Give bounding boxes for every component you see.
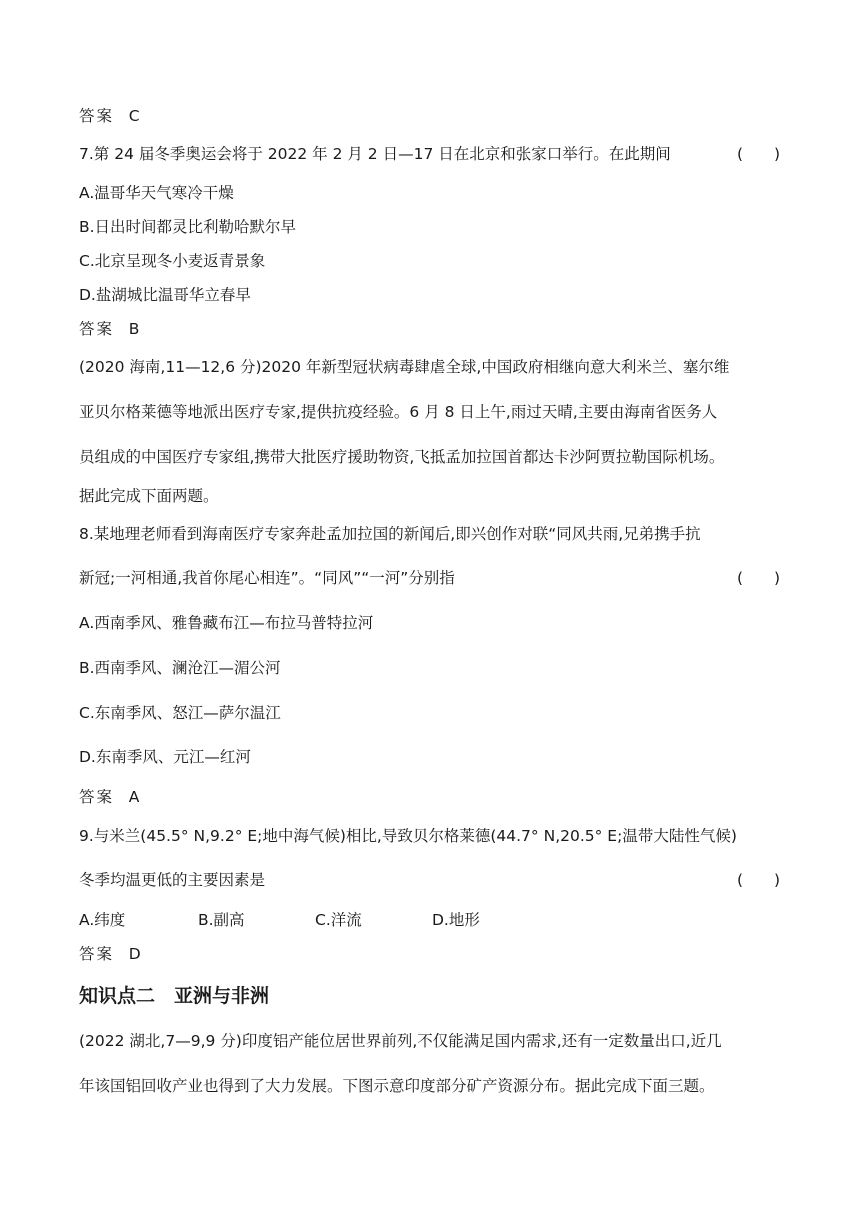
q7-stem: 7.第 24 届冬季奥运会将于 2022 年 2 月 2 日—17 日在北京和张家口举行。在此期间 (79, 145, 671, 163)
q9-option-c: C.洋流 (315, 911, 362, 929)
passage1-line-2: 亚贝尔格莱德等地派出医疗专家,提供抗疫经验。6 月 8 日上午,雨过天晴,主要由海南省医务人 (79, 403, 718, 421)
answer-value: B (128, 320, 140, 338)
q7-answer-line (79, 318, 139, 340)
section-title: 知识点二 亚洲与非洲 (79, 985, 270, 1007)
passage1-line-1: (2020 海南,11—12,6 分)2020 年新型冠状病毒肆虐全球,中国政府相继向意大利米兰、塞尔维 (79, 358, 730, 376)
q7-answer-bracket: ( ) (737, 145, 781, 163)
passage1-line-3: 员组成的中国医疗专家组,携带大批医疗援助物资,飞抵孟加拉国首都达卡沙阿贾拉勒国际机场。 (79, 448, 725, 466)
q9-option-a: A.纬度 (79, 911, 126, 929)
q7-option-a: A.温哥华天气寒冷干燥 (79, 184, 234, 202)
q9-stem-line-1: 9.与米兰(45.5° N,9.2° E;地中海气候)相比,导致贝尔格莱德(44.7° N,20.5° E;温带大陆性气候) (79, 827, 737, 845)
answer-label: 答案 (79, 320, 115, 338)
q8-answer-bracket: ( ) (737, 569, 781, 587)
q9-option-b: B.副高 (198, 911, 245, 929)
answer-label: 答案 (79, 788, 115, 806)
answer-label: 答案 (79, 107, 115, 125)
q9-option-d: D.地形 (432, 911, 480, 929)
passage1-line-4: 据此完成下面两题。 (79, 487, 219, 505)
q8-option-c: C.东南季风、怒江—萨尔温江 (79, 704, 281, 722)
q8-answer-line (79, 786, 139, 808)
q7-option-c: C.北京呈现冬小麦返青景象 (79, 252, 266, 270)
q9-stem-line-2: 冬季均温更低的主要因素是 (79, 871, 266, 889)
passage2-line-2: 年该国铝回收产业也得到了大力发展。下图示意印度部分矿产资源分布。据此完成下面三题。 (79, 1077, 715, 1095)
answer-label: 答案 (79, 945, 115, 963)
q8-option-d: D.东南季风、元江—红河 (79, 748, 251, 766)
answer-line (79, 105, 140, 127)
q7-option-d: D.盐湖城比温哥华立春早 (79, 286, 251, 304)
q9-answer-line (79, 943, 141, 965)
q8-option-a: A.西南季风、雅鲁藏布江—布拉马普特拉河 (79, 614, 374, 632)
q8-option-b: B.西南季风、澜沧江—湄公河 (79, 659, 281, 677)
q8-stem-line-1: 8.某地理老师看到海南医疗专家奔赴孟加拉国的新闻后,即兴创作对联“同风共雨,兄弟携手抗 (79, 525, 701, 543)
q7-option-b: B.日出时间都灵比利勒哈默尔早 (79, 218, 297, 236)
q9-answer-bracket: ( ) (737, 871, 781, 889)
answer-value: A (128, 788, 140, 806)
answer-value: C (128, 107, 140, 125)
answer-value: D (128, 945, 141, 963)
passage2-line-1: (2022 湖北,7—9,9 分)印度铝产能位居世界前列,不仅能满足国内需求,还有一定数量出口,近几 (79, 1032, 722, 1050)
q8-stem-line-2: 新冠;一河相通,我首你尾心相连”。“同风”“一河”分别指 (79, 569, 455, 587)
